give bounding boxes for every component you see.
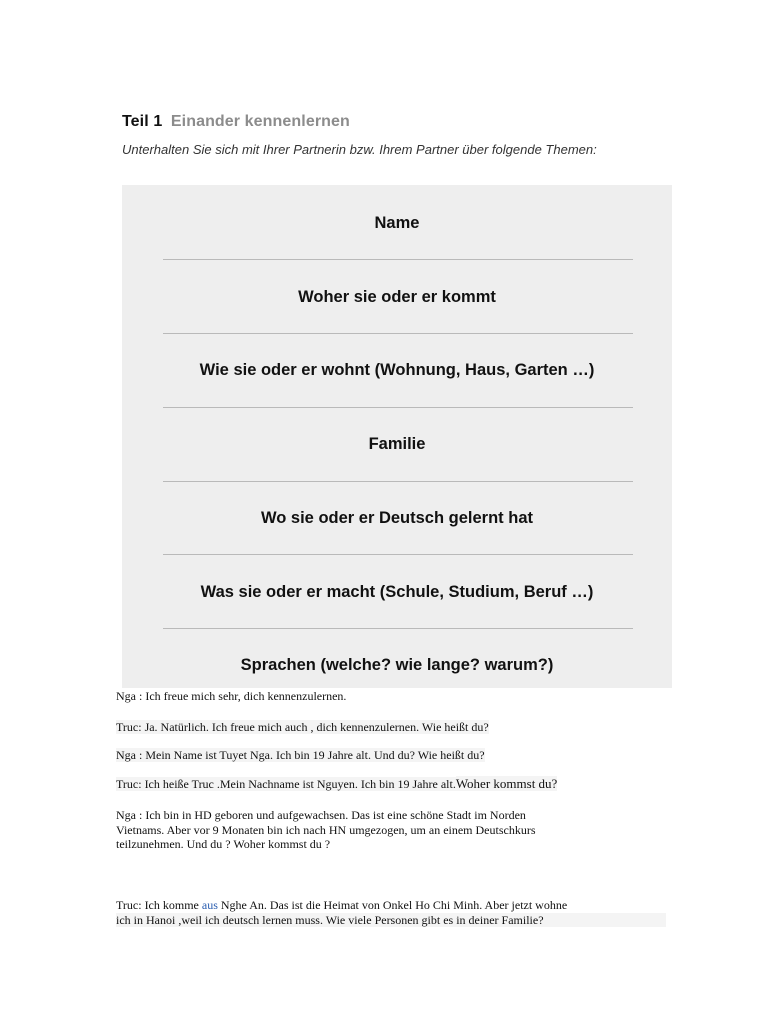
topic-divider [163,407,633,408]
topic-item: Wie sie oder er wohnt (Wohnung, Haus, Garten …) [199,361,595,379]
topic-item: Was sie oder er macht (Schule, Studium, Beruf …) [200,583,594,601]
topic-item: Woher sie oder er kommt [298,288,496,306]
dialog-text: Woher kommst du? [455,776,558,791]
dialog-line [116,720,666,735]
topic-divider [163,481,633,482]
dialog-text: Nga : Ich bin in HD geboren und aufgewachsen. Das ist eine schöne Stadt im Norden [116,808,526,822]
dialog-paragraph [116,808,666,852]
dialog-highlight-word: aus [201,898,218,912]
dialog-line [116,689,666,704]
topic-box [122,185,672,688]
topic-divider [163,259,633,260]
dialog-text: teilzunehmen. Und du ? Woher kommst du ? [116,837,331,851]
topic-divider [163,628,633,629]
dialog-text: Truc: Ja. Natürlich. Ich freue mich auch , dich kennenzulernen. Wie heißt du? [116,720,489,734]
part-subtitle: Einander kennenlernen [170,113,350,130]
exercise-heading [122,113,350,131]
dialog-text: Truc: Ich heiße Truc .Mein Nachname ist Nguyen. Ich bin 19 Jahre alt. [116,777,456,791]
part-number: Teil 1 [122,113,163,130]
topic-divider [163,554,633,555]
topic-item: Familie [368,435,426,453]
dialog-text: Vietnams. Aber vor 9 Monaten bin ich nach HN umgezogen, um an einem Deutschkurs [116,822,536,837]
topic-item: Name [374,214,420,232]
dialog-line [116,748,666,763]
dialog-paragraph [116,898,666,927]
topic-item: Sprachen (welche? wie lange? warum?) [240,656,554,674]
dialog-line [116,898,666,913]
dialog-text: Truc: Ich komme [116,898,202,912]
exercise-instruction: Unterhalten Sie sich mit Ihrer Partnerin bzw. Ihrem Partner über folgende Themen: [122,142,597,157]
topic-divider [163,333,633,334]
dialog-text: Nghe An. Das ist die Heimat von Onkel Ho Chi Minh. Aber jetzt wohne [217,898,568,912]
dialog-line [116,777,666,792]
dialog-text: ich in Hanoi ,weil ich deutsch lernen muss. Wie viele Personen gibt es in deiner Familie? [116,913,666,928]
dialog-text: Nga : Mein Name ist Tuyet Nga. Ich bin 19 Jahre alt. Und du? Wie heißt du? [116,748,485,762]
topic-item: Wo sie oder er Deutsch gelernt hat [260,509,533,527]
dialog-text: Nga : Ich freue mich sehr, dich kennenzulernen. [116,689,347,703]
